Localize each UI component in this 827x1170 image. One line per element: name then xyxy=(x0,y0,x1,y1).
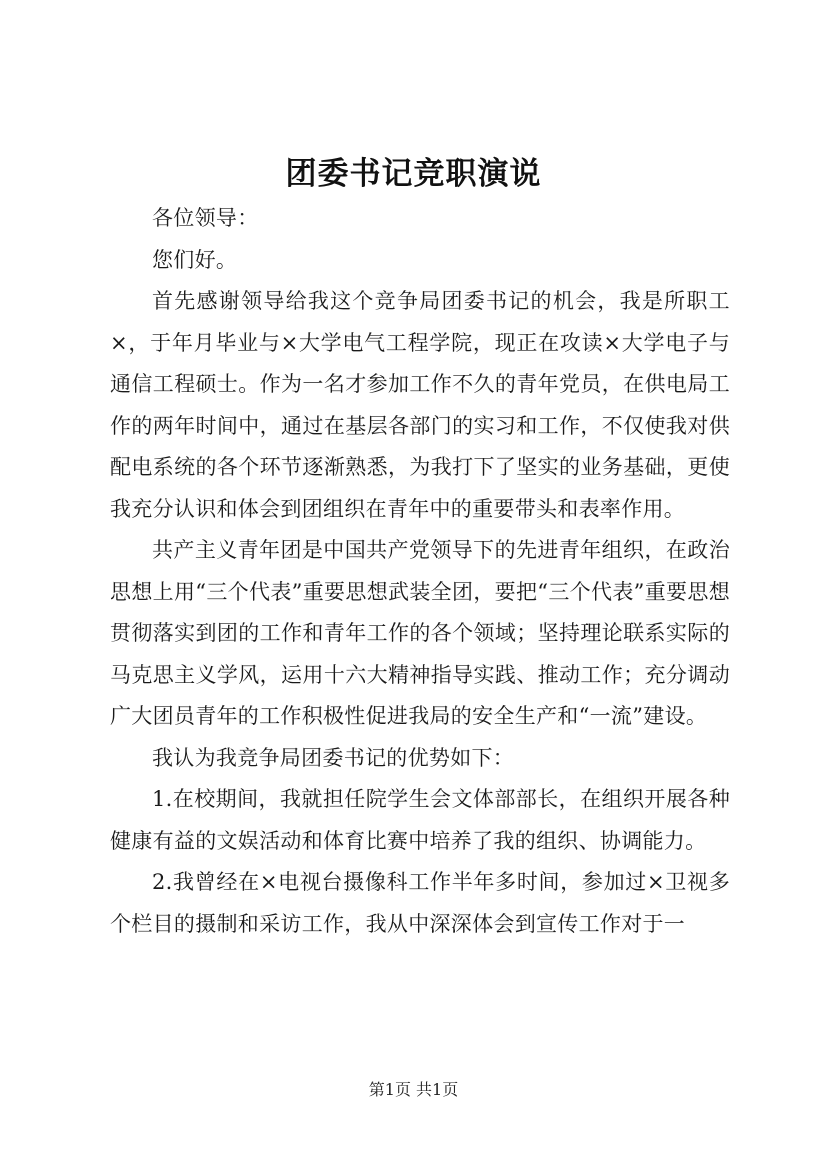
paragraph-advantage-1: 1.在校期间，我就担任院学生会文体部部长，在组织开展各种健康有益的文娱活动和体育比赛中培养了我的组织、协调能力。 xyxy=(110,787,730,853)
document-body xyxy=(110,198,730,945)
paragraph-advantages-heading: 我认为我竞争局团委书记的优势如下： xyxy=(152,745,515,770)
salutation: 各位领导： xyxy=(152,206,259,230)
document-title: 团委书记竞职演说 xyxy=(285,156,542,192)
page-footer: 第1页 共1页 xyxy=(368,1080,459,1099)
paragraph-advantage-2: 2.我曾经在×电视台摄像科工作半年多时间，参加过×卫视多个栏目的摄制和采访工作，我从中深深体会到宣传工作对于一 xyxy=(110,870,730,936)
paragraph-intro: 首先感谢领导给我这个竞争局团委书记的机会，我是所职工×，于年月毕业与×大学电气工程学院，现正在攻读×大学电子与通信工程硕士。作为一名才参加工作不久的青年党员，在供电局工作的两年时间中，通过在基层各部门的实习和工作，不仅使我对供配电系统的各个环节逐渐熟悉，为我打下了坚实的业务基础，更使我充分认识和体会到团组织在青年中的重要带头和表率作用。 xyxy=(110,289,730,521)
greeting: 您们好。 xyxy=(152,247,238,272)
paragraph-league: 共产主义青年团是中国共产党领导下的先进青年组织，在政治思想上用“三个代表”重要思想武装全团，要把“三个代表”重要思想贯彻落实到团的工作和青年工作的各个领域；坚持理论联系实际的马克思主义学风，运用十六大精神指导实践、推动工作；充分调动广大团员青年的工作积极性促进我局的安全生产和“一流”建设。 xyxy=(110,538,730,728)
